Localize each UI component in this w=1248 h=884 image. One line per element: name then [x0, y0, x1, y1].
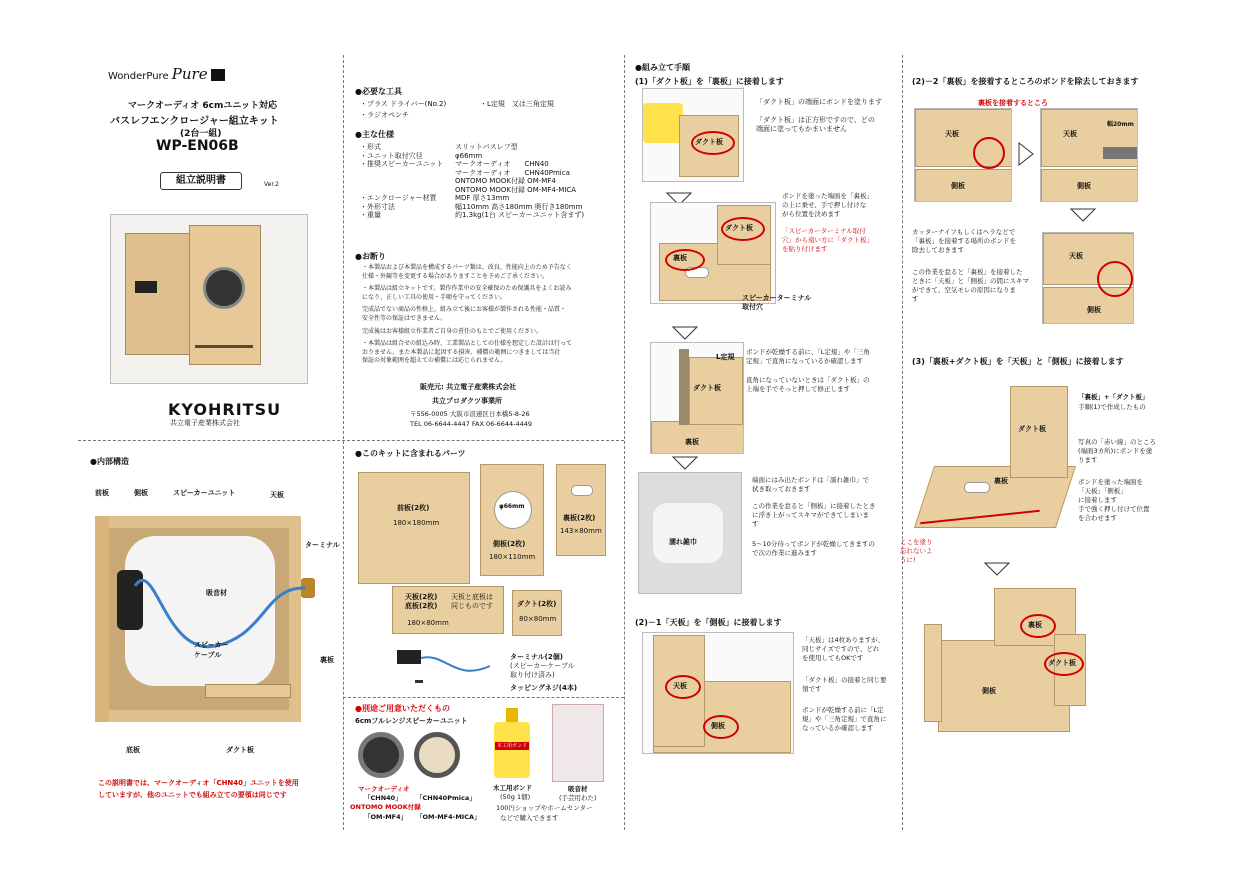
step3-p0b: 手順(1)で作成したもの — [1078, 403, 1146, 411]
seller-tel: TEL 06-6644-4447 FAX 06-6644-4449 — [410, 420, 533, 428]
note-line: ・本製品は組立キットです。製作作業中の安全確保のため保護具をよくお読み — [362, 285, 572, 293]
notes-heading: ●お断り — [355, 252, 386, 261]
mook-label: ONTOMO MOOK付録 — [350, 803, 421, 811]
step1-p6: 端面にはみ出たボンドは「濡れ雑巾」で 拭き取っておきます — [752, 476, 869, 493]
step1-p4: ボンドが乾燥する前に、「L定規」や「三角 定規」で直角になっているか確認します — [746, 348, 870, 365]
note-line: 仕様・外観等を変更する場合がありますことを予めご了承ください。 — [362, 272, 549, 280]
spec-row: ・形式 スリットバスレフ型 — [360, 143, 518, 151]
label-duct: ダクト板 — [226, 746, 254, 754]
notes-body — [362, 264, 572, 366]
unit-a-label: 「CHN40」 — [364, 794, 402, 802]
step3-photo — [914, 382, 1074, 532]
label-side: 側板 — [134, 489, 148, 497]
step3-p1: 写真の「赤い線」のところ (端面3カ所)にボンドを塗 ります — [1078, 438, 1156, 464]
part-side-board — [480, 464, 544, 576]
spec-row: ONTOMO MOOK付録 OM-MF4-MICA — [455, 185, 577, 194]
step21-p3: ボンドが乾燥する前に「L定 規」や「三角定規」で直角に なっているか確認します — [802, 706, 887, 732]
shop-note-1: 100円ショップやホームセンター — [496, 804, 593, 812]
mook-b-label: 「OM-MF4-MICA」 — [416, 813, 481, 821]
tools-heading: ●必要な工具 — [355, 87, 402, 96]
divider-v2 — [624, 55, 625, 830]
sponge-icon — [653, 503, 723, 563]
step22-title: (2)－2「裏板」を接着するところのボンドを除去しておきます — [912, 77, 1139, 86]
step3-lbl-side: 側板 — [982, 687, 996, 695]
step1-lbl-duct2: ダクト板 — [725, 224, 753, 232]
unit-photo — [358, 730, 470, 780]
screw-icon — [415, 680, 423, 683]
unit-b-label: 「CHN40Pmica」 — [416, 794, 476, 802]
step3-lbl-back: 裏板 — [994, 477, 1008, 485]
part-topbottom-name: 天板(2枚) 底板(2枚) — [405, 593, 438, 610]
glue-bottle-label: 木工用ボンド — [496, 743, 527, 749]
unit-maker: マークオーディオ — [358, 785, 410, 793]
step1-photo-wipe — [638, 472, 742, 594]
title-line-3: (2台一組) — [180, 129, 222, 139]
title-line-2: バスレフエンクロージャー組立キット — [110, 116, 279, 127]
seller-label: 販売元: 共立電子産業株式会社 — [420, 383, 517, 391]
step1-p2a: 「ダクト板」は正方形ですので、どの — [756, 116, 875, 124]
spec-row: ・推奨スピーカーユニット マークオーディオ CHN40 — [360, 160, 549, 168]
note-line: 完成後はお客様組立作業者ご自身の責任のもとでご使用ください。 — [362, 327, 543, 335]
step1-p3: ボンドを塗った端面を「裏板」 の上に乗せ、手で押し付けな がら位置を決めます — [782, 192, 873, 218]
step3-p0a: 「裏板」+「ダクト板」 — [1078, 393, 1149, 401]
label-unit: スピーカーユニット — [173, 489, 236, 497]
felt-size: (手芸用わた) — [559, 794, 597, 802]
label-terminal: ターミナル — [305, 541, 340, 549]
version-label: Ver.2 — [264, 181, 279, 188]
spec-row: ONTOMO MOOK付録 OM-MF4 — [455, 177, 556, 185]
cable-icon — [95, 516, 323, 722]
step22-lbl-side: 側板 — [951, 182, 965, 190]
specs-heading: ●主な仕様 — [355, 130, 394, 139]
part-side-hole-label: φ66mm — [499, 503, 525, 510]
part-front-board — [358, 472, 470, 584]
step1-title: (1)「ダクト板」を「裏板」に接着します — [635, 77, 784, 86]
step1-lbl-duct3: ダクト板 — [693, 384, 721, 392]
spec-row: ・ユニット取付穴径 φ66mm — [360, 151, 483, 160]
down-arrow-icon — [672, 456, 698, 470]
step3-title: (3)「裏板+ダクト板」を「天板」と「側板」に接着します — [912, 357, 1124, 366]
part-topbottom-note: 天板と底板は 同じものです — [451, 593, 493, 610]
step22-photo-after — [1040, 108, 1138, 202]
seller-address: 〒556-0005 大阪市浪速区日本橋5-8-26 — [410, 410, 530, 418]
part-front-name: 前板(2枚) — [397, 504, 430, 512]
step22-lbl-side3: 側板 — [1087, 306, 1101, 314]
separate-heading: ●別途ご用意いただくもの — [355, 704, 450, 713]
label-felt: 吸音材 — [206, 589, 227, 597]
steps-heading: ●組み立て手順 — [635, 63, 690, 72]
note-line: ・本製品および本製品を構成するパーツ類は、改良、性能向上のため予告なく — [362, 264, 572, 271]
step22-circle — [973, 137, 1005, 169]
speaker-slit — [195, 345, 253, 348]
step3-red-note: ここを塗り 忘れないよ うに! — [900, 538, 933, 564]
part-topbottom-board — [392, 586, 504, 634]
speaker-terminal-icon — [135, 281, 157, 293]
label-cable: スピーカー ケーブル — [194, 641, 229, 659]
step21-lbl-top: 天板 — [673, 682, 687, 690]
step21-p2: 「ダクト板」の接着と同じ要 領です — [802, 676, 887, 693]
unit-b-icon — [414, 732, 460, 778]
manual-label: 組立説明書 — [160, 172, 242, 190]
tool-item-2: ・L定規 又は三角定規 — [480, 100, 554, 108]
part-duct-board — [512, 590, 562, 636]
step22-lbl-side2: 側板 — [1077, 182, 1091, 190]
brand-logo — [108, 65, 225, 83]
part-duct-name: ダクト(2枚) — [517, 600, 557, 608]
felt-name: 吸音材 — [568, 785, 588, 793]
internal-diagram — [95, 516, 323, 722]
step22-lbl-top3: 天板 — [1069, 252, 1083, 260]
tool-item-1: ・プラス ドライバー(No.2) — [360, 100, 447, 108]
step3-hole-icon — [964, 482, 990, 493]
step1-lbl-l: L定規 — [716, 353, 735, 361]
part-terminal-screws: タッピングネジ(4本) — [510, 684, 578, 692]
step22-p1: カッターナイフもしくはヘラなどで 「裏板」を接着する場所のボンドを 除去しておきます — [912, 228, 1016, 254]
note-line: 安全性等の保証はできません。 — [362, 314, 447, 322]
step1-lbl-back: 裏板 — [673, 254, 687, 262]
step3-result-photo — [918, 588, 1088, 738]
part-side-hole-icon — [494, 491, 532, 529]
divider-v1 — [343, 55, 344, 830]
part-terminal-name: ターミナル(2個) — [510, 653, 563, 661]
note-line: 保証の対象範囲を超えての補償には応じられません。 — [362, 357, 507, 365]
label-bottom: 底板 — [126, 746, 140, 754]
step1-photo-place — [650, 202, 776, 304]
specs-table — [360, 143, 584, 220]
part-back-size: 143×80mm — [560, 527, 602, 535]
step21-title: (2)－1「天板」を「側板」に接着します — [635, 618, 782, 627]
spec-row: ・エンクロージャー材質 MDF 厚さ13mm — [360, 194, 510, 202]
divider-h1 — [78, 440, 624, 441]
step1-terminal-hole-label: スピーカーターミナル 取付穴 — [742, 294, 812, 311]
part-terminal-detail: (スピーカーケーブル 取り付け済み) — [510, 662, 575, 679]
down-arrow-icon — [1070, 208, 1096, 222]
label-front: 前板 — [95, 489, 109, 497]
step3-lbl-duct: ダクト板 — [1018, 425, 1046, 433]
felt-bag — [552, 704, 604, 782]
step1-p1: 「ダクト板」の端面にボンドを塗ります — [756, 98, 882, 106]
step22-red-label: 裏板を接着するところ — [978, 99, 1048, 107]
brand-script: Pure — [171, 65, 208, 83]
step1-lbl-back2: 裏板 — [685, 438, 699, 446]
step1-p3-red: 「スピーカーターミナル取付 穴」から遠い方に「ダクト板」 を貼り付けます — [782, 227, 873, 253]
seller-division: 共立プロダクツ事業所 — [432, 397, 502, 405]
maker-name: 共立電子産業株式会社 — [170, 419, 240, 427]
tool-item-3: ・ラジオペンチ — [360, 111, 409, 119]
down-arrow-icon — [672, 326, 698, 340]
speaker-photo — [110, 214, 308, 384]
result-left-wall — [924, 624, 942, 722]
right-arrow-icon — [1018, 142, 1034, 166]
part-side-name: 側板(2枚) — [493, 540, 526, 548]
part-back-name: 裏板(2枚) — [563, 514, 596, 522]
label-top: 天板 — [270, 491, 284, 499]
step21-p1: 「天板」は4枚ありますが、 同じサイズですので、どれ を使用してもOKです — [802, 636, 885, 662]
part-side-size: 180×110mm — [489, 553, 536, 561]
part-back-hole-icon — [571, 485, 593, 496]
parts-heading: ●このキットに含まれるパーツ — [355, 449, 466, 458]
step22-p2: この作業を怠ると「裏板」を接着した ときに「天板」と「側板」の間にスキマ ができて、空気モレの原因になりま す — [912, 268, 1029, 303]
spec-row: マークオーディオ CHN40Pmica — [455, 168, 570, 177]
l-ruler-icon — [679, 349, 689, 425]
mook-a-label: 「OM-MF4」 — [364, 813, 408, 821]
divider-h2 — [343, 697, 624, 698]
label-back: 裏板 — [320, 656, 334, 664]
down-arrow-icon — [984, 562, 1010, 576]
step1-p7: この作業を怠ると「側板」に接着したとき に浮き上がってスキマができてしまいま す — [752, 502, 876, 528]
step21-photo — [642, 632, 794, 754]
unit-a-icon — [358, 732, 404, 778]
step3-p2: ボンドを塗った端面を 「天板」「側板」 に接着します 手で強く押し付けて位置 を合わせます — [1078, 478, 1150, 522]
step1-lbl-cloth: 濡れ雑巾 — [669, 538, 697, 546]
step1-p8: 5～10分待ってボンドが乾燥してきますの で次の作業に進みます — [752, 540, 875, 557]
step1-lbl-duct: ダクト板 — [695, 138, 723, 146]
glue-cap-icon — [506, 708, 518, 722]
brand-mark-icon — [211, 69, 225, 81]
glue-size: (50g 1個) — [500, 793, 531, 801]
step3-lbl-duct2: ダクト板 — [1048, 659, 1076, 667]
internal-note-1: この説明書では、マークオーディオ「CHN40」ユニットを使用 — [98, 779, 299, 787]
speaker-driver-icon — [203, 267, 245, 309]
note-line: ・本製品は組合せの組込み時、工業製品としての仕様を想定した設計は行って — [362, 340, 573, 348]
title-line-1: マークオーディオ 6cmユニット対応 — [128, 101, 278, 111]
speaker-back-box — [125, 233, 195, 355]
glue-bottle — [492, 708, 532, 778]
terminal-cable-icon — [395, 642, 495, 692]
step22-lbl-width: 幅20mm — [1107, 121, 1134, 128]
internal-heading: ●内部構造 — [90, 457, 129, 466]
glue-body — [494, 722, 530, 778]
separate-unit-heading: 6cmフルレンジスピーカーユニット — [355, 717, 468, 725]
step1-p5: 直角になっていないときは「ダクト板」の 上端を手でそっと押して修正します — [746, 376, 870, 393]
terminal-photo — [395, 642, 495, 692]
brand-text: WonderPure — [108, 71, 169, 82]
step3-lbl-back2: 裏板 — [1028, 621, 1042, 629]
glue-name: 木工用ボンド — [493, 784, 532, 792]
divider-v3 — [902, 55, 903, 830]
part-front-size: 180×180mm — [393, 519, 440, 527]
maker-logo: KYOHRITSU — [168, 400, 282, 419]
step1-p2b: 端面に塗ってもかまいません — [756, 125, 847, 133]
cutter-icon — [1103, 147, 1137, 159]
step22-circle2 — [1097, 261, 1133, 297]
model-number: WP-EN06B — [156, 138, 239, 154]
step22-photo-before — [914, 108, 1012, 202]
part-back-board — [556, 464, 606, 556]
step1-photo-glue — [642, 88, 744, 182]
internal-note-2: していますが、他のユニットでも組み立ての要領は同じです — [98, 791, 287, 799]
step22-photo-result — [1042, 232, 1134, 324]
part-duct-size: 80×80mm — [519, 615, 557, 623]
note-line: になり、正しい工具の使用・手順を守ってください。 — [362, 293, 507, 301]
part-topbottom-size: 180×80mm — [407, 619, 449, 627]
spec-row: ・外形寸法 幅110mm 高さ180mm 奥行き180mm — [360, 202, 583, 211]
step22-lbl-top: 天板 — [945, 130, 959, 138]
note-line: 完成品でない商品の性格上、組み立て後にお客様が製作される性能・品質・ — [362, 306, 567, 314]
spec-row: ・重量 約1.3kg(1台 スピーカーユニット含まず) — [360, 211, 585, 219]
step21-lbl-side: 側板 — [711, 722, 725, 730]
step22-lbl-top2: 天板 — [1063, 130, 1077, 138]
shop-note-2: などで購入できます — [500, 814, 559, 822]
note-line: おりません。また本製品に起因する損害、補償の範囲につきましては当社 — [362, 348, 561, 356]
glue-nozzle-icon — [643, 103, 683, 143]
